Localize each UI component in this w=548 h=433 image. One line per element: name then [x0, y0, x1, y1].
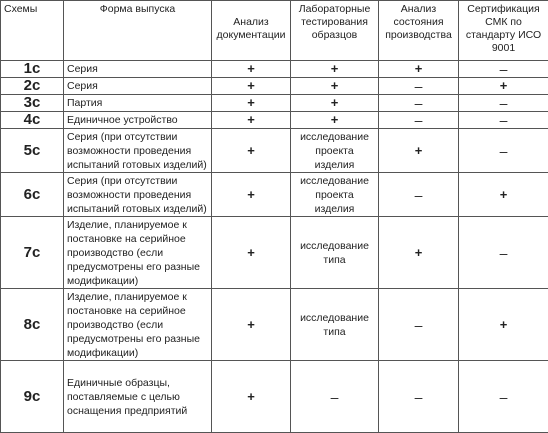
prod-cell: +	[379, 217, 459, 289]
cert-cell: –	[459, 361, 548, 433]
form-cell: Серия	[64, 78, 212, 95]
table-row	[1, 112, 548, 129]
scheme-cell: 3с	[1, 95, 64, 112]
cert-cell: –	[459, 129, 548, 173]
lab-cell: исследование типа	[291, 217, 379, 289]
docs-cell: +	[212, 289, 291, 361]
header-docs-label: Анализ документации	[217, 16, 286, 41]
scheme-cell: 6с	[1, 173, 64, 217]
docs-cell: +	[212, 78, 291, 95]
prod-cell: +	[379, 129, 459, 173]
prod-cell: –	[379, 112, 459, 129]
form-cell: Единичное устройство	[64, 112, 212, 129]
prod-cell: –	[379, 95, 459, 112]
scheme-cell: 4с	[1, 112, 64, 129]
prod-cell: –	[379, 361, 459, 433]
table-row	[1, 129, 548, 173]
lab-cell: исследование проекта изделия	[291, 129, 379, 173]
lab-cell: +	[291, 112, 379, 129]
cert-cell: –	[459, 217, 548, 289]
table-row	[1, 61, 548, 78]
docs-cell: +	[212, 129, 291, 173]
table-row	[1, 95, 548, 112]
cert-cell: +	[459, 289, 548, 361]
cert-cell: +	[459, 78, 548, 95]
table-row	[1, 361, 548, 433]
prod-cell: +	[379, 61, 459, 78]
form-cell: Серия (при отсутствии возможности проведения испытаний готовых изделий)	[64, 129, 212, 173]
cert-cell: –	[459, 95, 548, 112]
docs-cell: +	[212, 217, 291, 289]
prod-cell: –	[379, 173, 459, 217]
header-prod: Анализ состояния производства	[379, 1, 459, 61]
docs-cell: +	[212, 112, 291, 129]
lab-cell: +	[291, 61, 379, 78]
form-cell: Изделие, планируемое к постановке на серийное производство (если предусмотрены его разные модификации)	[64, 217, 212, 289]
scheme-cell: 7с	[1, 217, 64, 289]
docs-cell: +	[212, 173, 291, 217]
form-cell: Партия	[64, 95, 212, 112]
form-cell: Серия (при отсутствии возможности проведения испытаний готовых изделий)	[64, 173, 212, 217]
header-scheme: Схемы	[1, 1, 64, 61]
cert-cell: –	[459, 61, 548, 78]
form-cell: Единичные образцы, поставляемые с целью оснащения предприятий	[64, 361, 212, 433]
prod-cell: –	[379, 289, 459, 361]
prod-cell: –	[379, 78, 459, 95]
header-cert: Сертификация СМК по стандарту ИСО 9001	[459, 1, 548, 61]
lab-cell: +	[291, 78, 379, 95]
lab-cell: +	[291, 95, 379, 112]
docs-cell: +	[212, 361, 291, 433]
docs-cell: +	[212, 95, 291, 112]
lab-cell: исследование проекта изделия	[291, 173, 379, 217]
scheme-cell: 9с	[1, 361, 64, 433]
header-form: Форма выпуска	[64, 1, 212, 61]
table-row	[1, 78, 548, 95]
table-row	[1, 173, 548, 217]
header-docs	[212, 1, 291, 61]
form-cell: Серия	[64, 61, 212, 78]
header-row	[1, 1, 548, 61]
lab-cell: исследование типа	[291, 289, 379, 361]
scheme-cell: 5с	[1, 129, 64, 173]
scheme-cell: 2с	[1, 78, 64, 95]
table-row	[1, 217, 548, 289]
header-lab: Лабораторные тестирования образцов	[291, 1, 379, 61]
cert-cell: +	[459, 173, 548, 217]
table-row	[1, 289, 548, 361]
lab-cell: –	[291, 361, 379, 433]
scheme-cell: 1с	[1, 61, 64, 78]
form-cell: Изделие, планируемое к постановке на серийное производство (если предусмотрены его разные модификации)	[64, 289, 212, 361]
cert-cell: –	[459, 112, 548, 129]
docs-cell: +	[212, 61, 291, 78]
scheme-cell: 8с	[1, 289, 64, 361]
